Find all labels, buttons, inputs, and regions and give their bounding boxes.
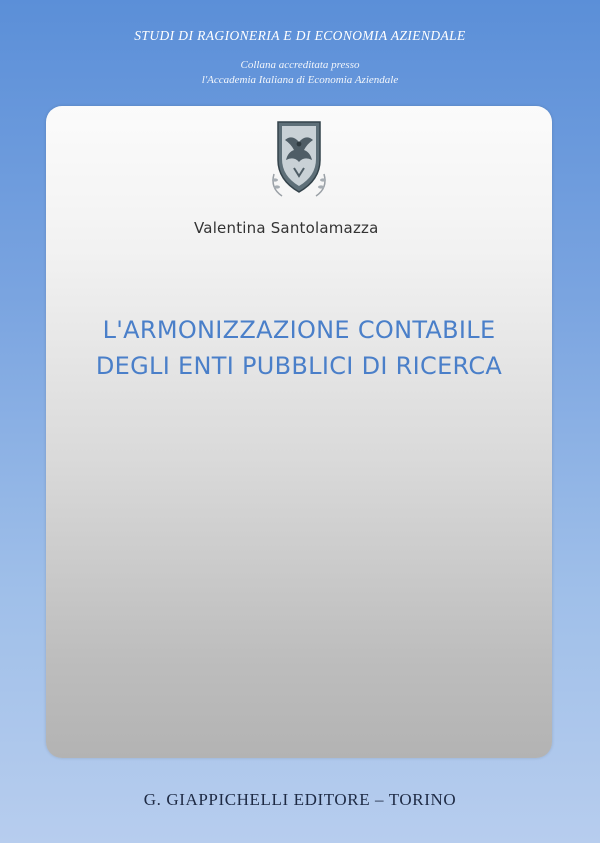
series-title: STUDI DI RAGIONERIA E DI ECONOMIA AZIENDALE — [134, 28, 466, 43]
book-title-line-1: L'ARMONIZZAZIONE CONTABILE — [102, 316, 496, 344]
book-title — [46, 312, 552, 384]
accreditation-note — [0, 58, 600, 88]
book-title-line-2: DEGLI ENTI PUBBLICI DI RICERCA — [95, 352, 503, 380]
cover-panel — [46, 106, 552, 758]
accreditation-line-2: l'Accademia Italiana di Economia Aziendale — [201, 74, 399, 86]
publisher-name: G. GIAPPICHELLI EDITORE – TORINO — [143, 790, 457, 809]
academy-crest-icon — [268, 114, 330, 200]
accreditation-line-1: Collana accreditata presso — [240, 59, 360, 71]
author-name: Valentina Santolamazza — [194, 219, 379, 237]
